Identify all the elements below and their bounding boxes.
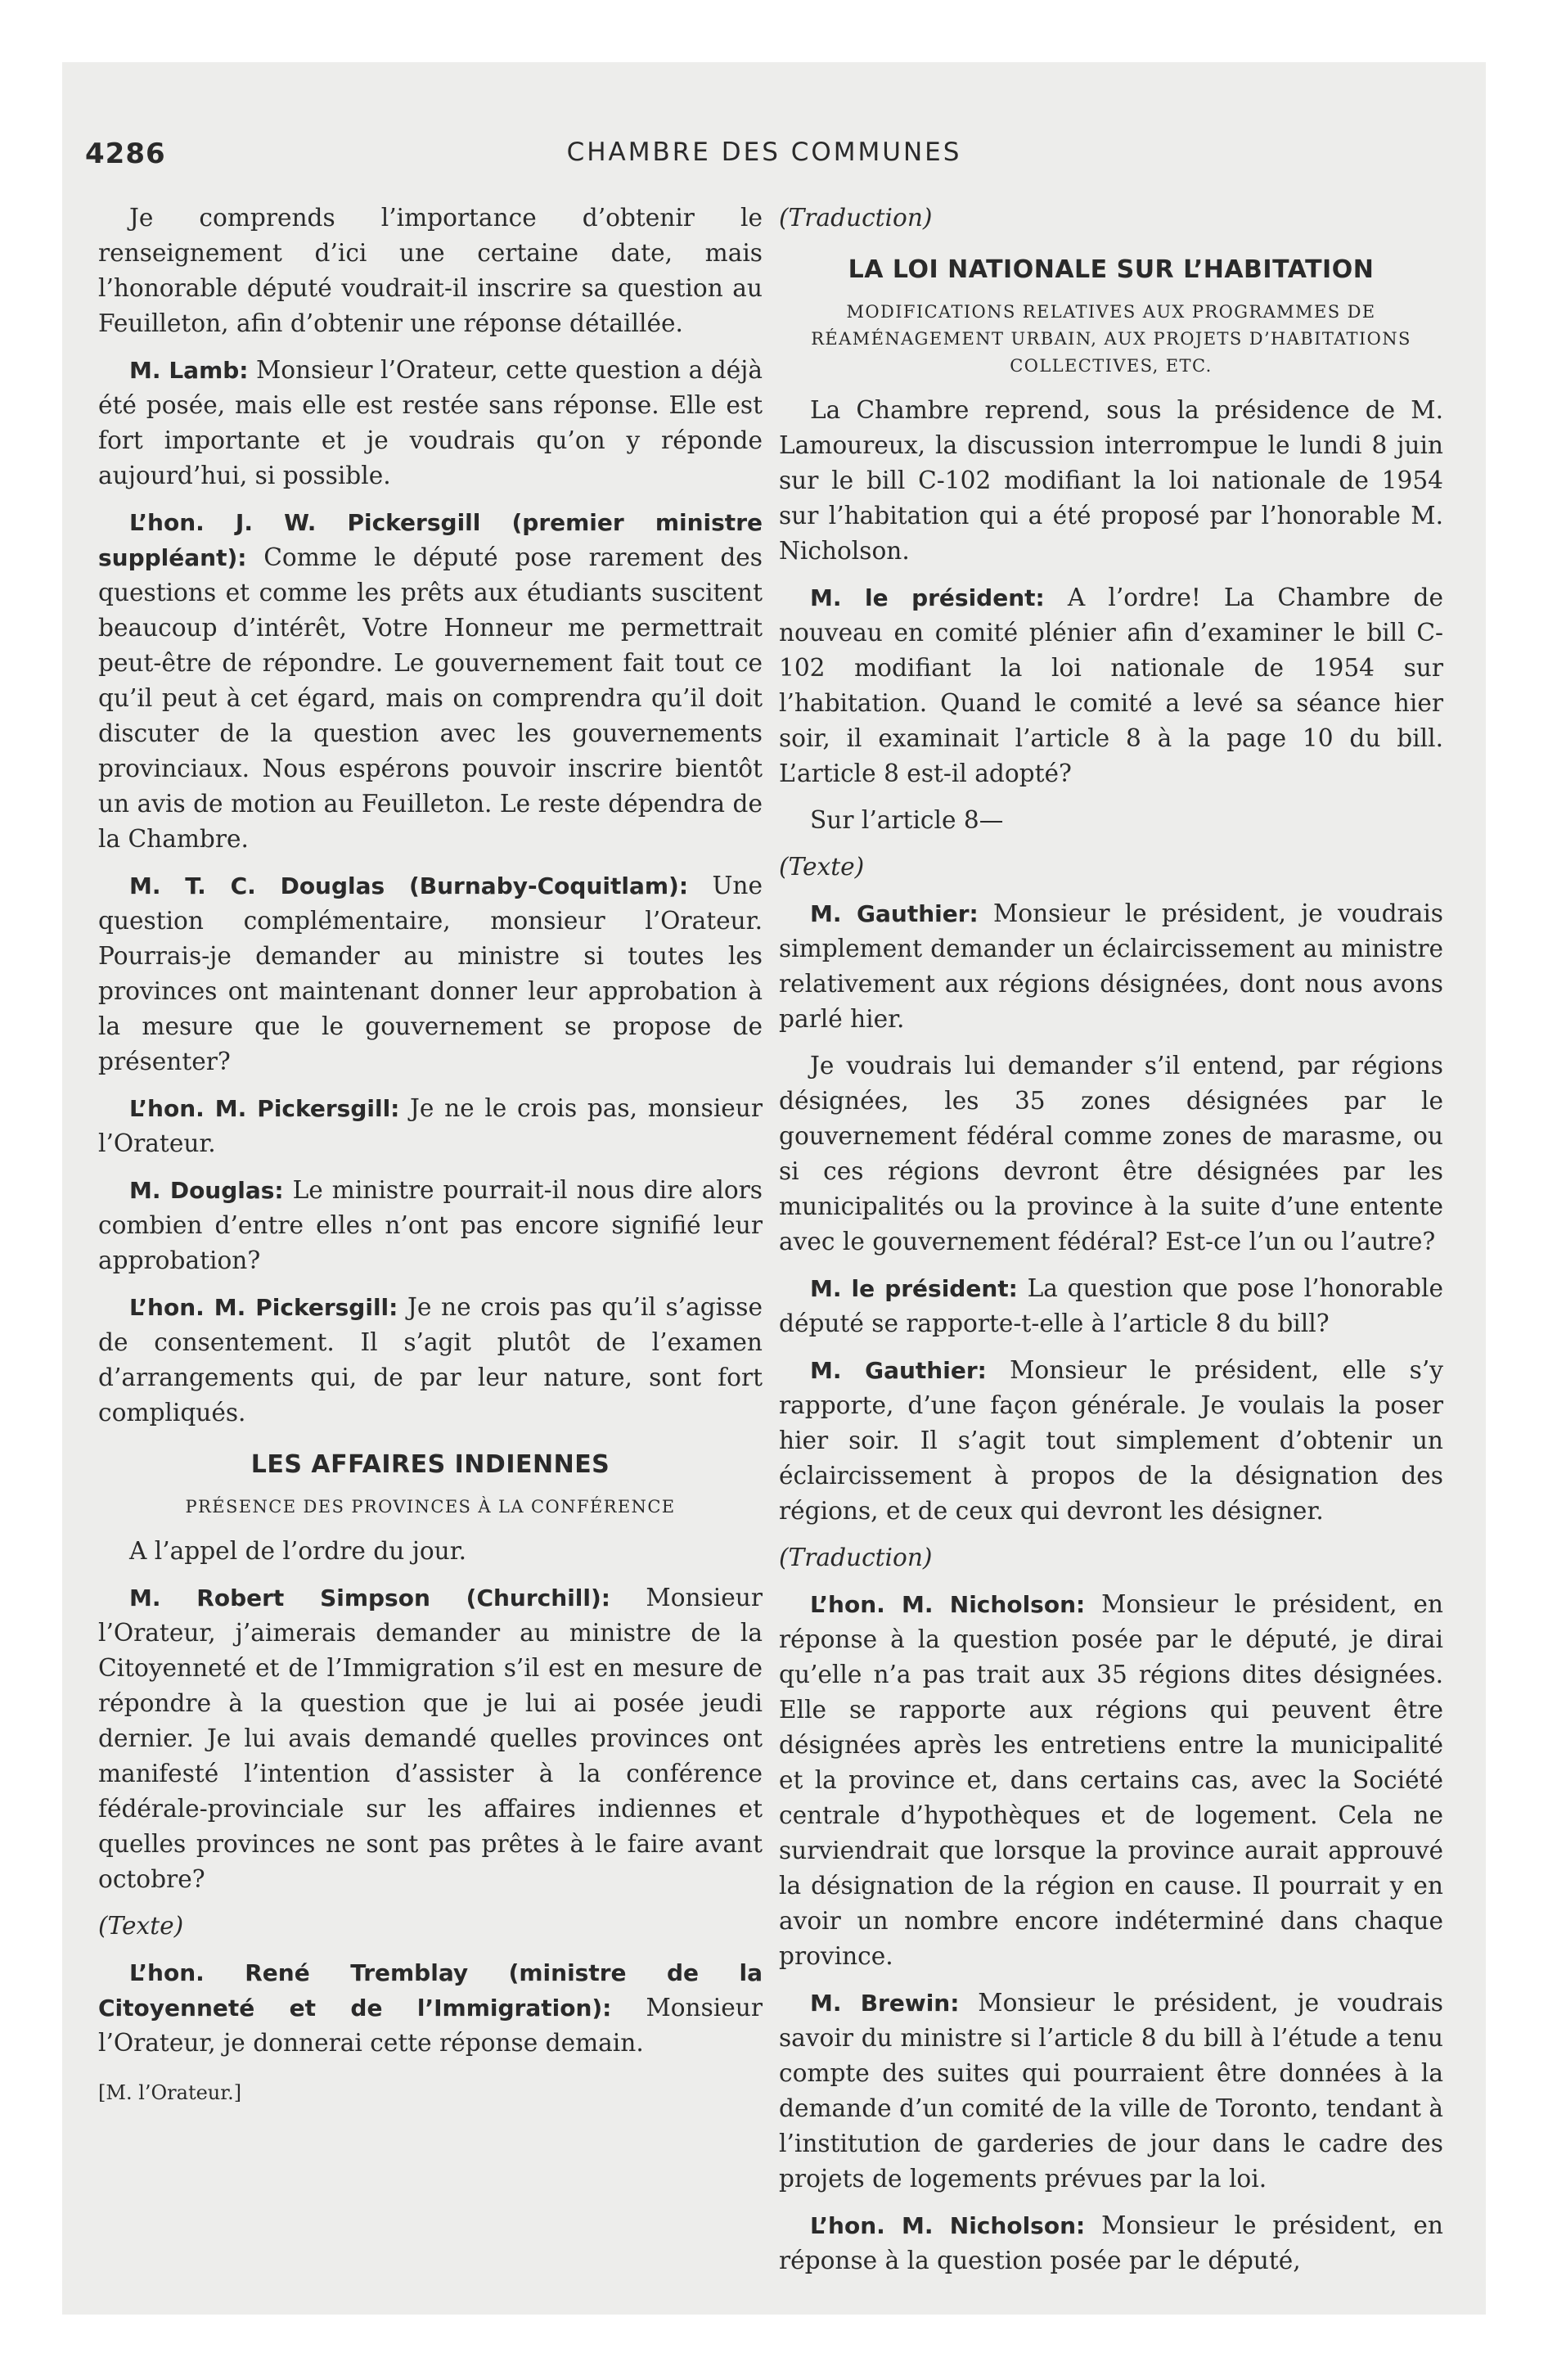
translation-label: (Traduction) — [779, 204, 933, 232]
paragraph: A l’appel de l’ordre du jour. — [129, 1537, 467, 1565]
section-subheading: PRÉSENCE DES PROVINCES À LA CONFÉRENCE — [185, 1497, 676, 1517]
translation-label: (Traduction) — [779, 1544, 933, 1571]
speech-text: Le ministre pourrait-il nous dire alors combien d’entre elles n’ont pas encore signifié leur approbation? — [98, 1176, 763, 1274]
paragraph: Je comprends l’importance d’obtenir le renseignement d’ici une certaine date, mais l’honorable député voudrait-il inscrire sa question au Feuilleton, afin d’obtenir une réponse détaillée. — [98, 204, 763, 337]
section-heading: LA LOI NATIONALE SUR L’HABITATION — [848, 255, 1375, 284]
speaker-name: L’hon. M. Nicholson: — [810, 2212, 1086, 2239]
paragraph — [98, 505, 763, 857]
page-header — [85, 137, 1443, 178]
speaker-name: M. T. C. Douglas (Burnaby-Coquitlam): — [129, 872, 689, 899]
speech-text: Monsieur le président, je voudrais simplement demander un éclaircissement au ministre relativement aux régions désignées, dont nous avons parlé hier. — [779, 899, 1443, 1033]
paragraph — [779, 896, 1443, 1037]
paragraph — [98, 1173, 763, 1278]
speaker-name: M. Robert Simpson (Churchill): — [129, 1584, 610, 1611]
speaker-name: L’hon. M. Nicholson: — [810, 1591, 1086, 1618]
paragraph — [98, 1580, 763, 1897]
section-subheading: MODIFICATIONS RELATIVES AUX PROGRAMMES DE RÉAMÉNAGEMENT URBAIN, AUX PROJETS D’HABITATIONS COLLECTIVES, ETC. — [811, 302, 1411, 376]
speech-text: Comme le député pose rarement des questions et comme les prêts aux étudiants suscitent beaucoup d’intérêt, Votre Honneur me permettrait peut-être de répondre. Le gouvernement fait tout ce qu’il peut à cet égard, mais on comprendra qu’il doit discuter de la question avec les gouvernements provinciaux. Nous espérons pouvoir inscrire bientôt un avis de motion au Feuilleton. Le reste dépendra de la Chambre. — [98, 543, 763, 853]
speaker-name: M. Brewin: — [810, 1990, 960, 2017]
right-column — [779, 201, 1443, 2290]
speech-text: Monsieur le président, elle s’y rapporte, d’une façon générale. Je voulais la poser hier soir. Il s’agit tout simplement d’obtenir un éclaircissement à propos de la désignation des régions, et de ceux qui devront les désigner. — [779, 1356, 1443, 1525]
footer-note: [M. l’Orateur.] — [98, 2081, 242, 2104]
paragraph — [98, 353, 763, 494]
paragraph — [98, 1955, 763, 2061]
text-label: (Texte) — [779, 853, 865, 881]
text-label: (Texte) — [98, 1912, 184, 1940]
speech-text: Monsieur le président, je voudrais savoir du ministre si l’article 8 du bill à l’étude a tenu compte des suites qui pourraient être données à la demande d’un comité de la ville de Toronto, tendant à l’institution de garderies de jour dans le cadre des projets de logements prévues par la loi. — [779, 1989, 1443, 2193]
speech-text: Monsieur l’Orateur, j’aimerais demander au ministre de la Citoyenneté et de l’Immigration s’il est en mesure de répondre à la question que je lui ai posée jeudi dernier. Je lui avais demandé quelles provinces ont manifesté l’intention d’assister à la conférence fédérale-provinciale sur les affaires indiennes et quelles provinces ne sont pas prêtes à le faire avant octobre? — [98, 1584, 763, 1893]
speaker-name: M. Douglas: — [129, 1177, 284, 1204]
paragraph — [779, 1587, 1443, 1974]
speech-text: Une question complémentaire, monsieur l’Orateur. Pourrais-je demander au ministre si toutes les provinces ont maintenant donner leur approbation à la mesure que le gouvernement se propose de présenter? — [98, 872, 763, 1075]
speech-text: Monsieur l’Orateur, cette question a déjà été posée, mais elle est restée sans réponse. Elle est fort importante et je voudrais qu’on y réponde aujourd’hui, si possible. — [98, 356, 763, 489]
speaker-name: M. le président: — [810, 584, 1045, 611]
paragraph — [779, 580, 1443, 791]
paragraph: Sur l’article 8— — [810, 806, 1004, 834]
speech-text: Monsieur le président, en réponse à la question posée par le député, — [779, 2211, 1443, 2274]
speech-text: Je ne crois pas qu’il s’agisse de consentement. Il s’agit plutôt de l’examen d’arrangements qui, de par leur nature, sont fort compliqués. — [98, 1293, 763, 1427]
running-title: CHAMBRE DES COMMUNES — [566, 137, 962, 167]
paragraph: Je voudrais lui demander s’il entend, par régions désignées, les 35 zones désignées par le gouvernement fédéral comme zones de marasme, ou si ces régions devront être désignées par les municipalités ou la province à la suite d’une entente avec le gouvernement fédéral? Est-ce l’un ou l’autre? — [779, 1052, 1443, 1255]
speech-text: Monsieur le président, en réponse à la question posée par le député, je dirai qu’elle n’a pas trait aux 35 régions dites désignées. Elle se rapporte aux régions qui peuvent être désignées après les entretiens entre la municipalité et la province et, dans certains cas, avec la Société centrale d’hypothèques et de logement. Cela ne surviendrait que lorsque la province aurait approuvé la désignation de la région en cause. Il pourrait y en avoir un nombre encore indéterminé dans chaque province. — [779, 1590, 1443, 1970]
speech-text: Je ne le crois pas, monsieur l’Orateur. — [98, 1094, 763, 1157]
paragraph — [779, 1353, 1443, 1529]
paragraph — [98, 1091, 763, 1161]
speech-text: Monsieur l’Orateur, je donnerai cette réponse demain. — [98, 1994, 763, 2057]
left-column — [98, 201, 763, 2111]
speaker-name: L’hon. J. W. Pickersgill (premier ministre suppléant): — [98, 509, 763, 571]
section-heading: LES AFFAIRES INDIENNES — [250, 1450, 610, 1479]
paragraph — [779, 1986, 1443, 2197]
speaker-name: M. Gauthier: — [810, 900, 979, 927]
paragraph — [98, 1290, 763, 1431]
speaker-name: L’hon. M. Pickersgill: — [129, 1294, 398, 1321]
speaker-name: L’hon. M. Pickersgill: — [129, 1095, 400, 1122]
page-number: 4286 — [85, 137, 166, 170]
paragraph: La Chambre reprend, sous la présidence de M. Lamoureux, la discussion interrompue le lundi 8 juin sur le bill C-102 modifiant la loi nationale de 1954 sur l’habitation qui a été proposé par l’honorable M. Nicholson. — [779, 396, 1443, 565]
speech-text: La question que pose l’honorable député se rapporte-t-elle à l’article 8 du bill? — [779, 1274, 1443, 1337]
paragraph — [779, 2208, 1443, 2279]
paragraph — [98, 868, 763, 1080]
speaker-name: M. le président: — [810, 1275, 1018, 1302]
paragraph — [779, 1271, 1443, 1341]
speaker-name: M. Gauthier: — [810, 1357, 987, 1384]
speaker-name: M. Lamb: — [129, 357, 249, 384]
speech-text: A l’ordre! La Chambre de nouveau en comité plénier afin d’examiner le bill C-102 modifiant la loi nationale de 1954 sur l’habitation. Quand le comité a levé sa séance hier soir, il examinait l’article 8 à la page 10 du bill. L’article 8 est-il adopté? — [779, 584, 1443, 787]
speaker-name: L’hon. René Tremblay (ministre de la Citoyenneté et de l’Immigration): — [98, 1959, 763, 2022]
